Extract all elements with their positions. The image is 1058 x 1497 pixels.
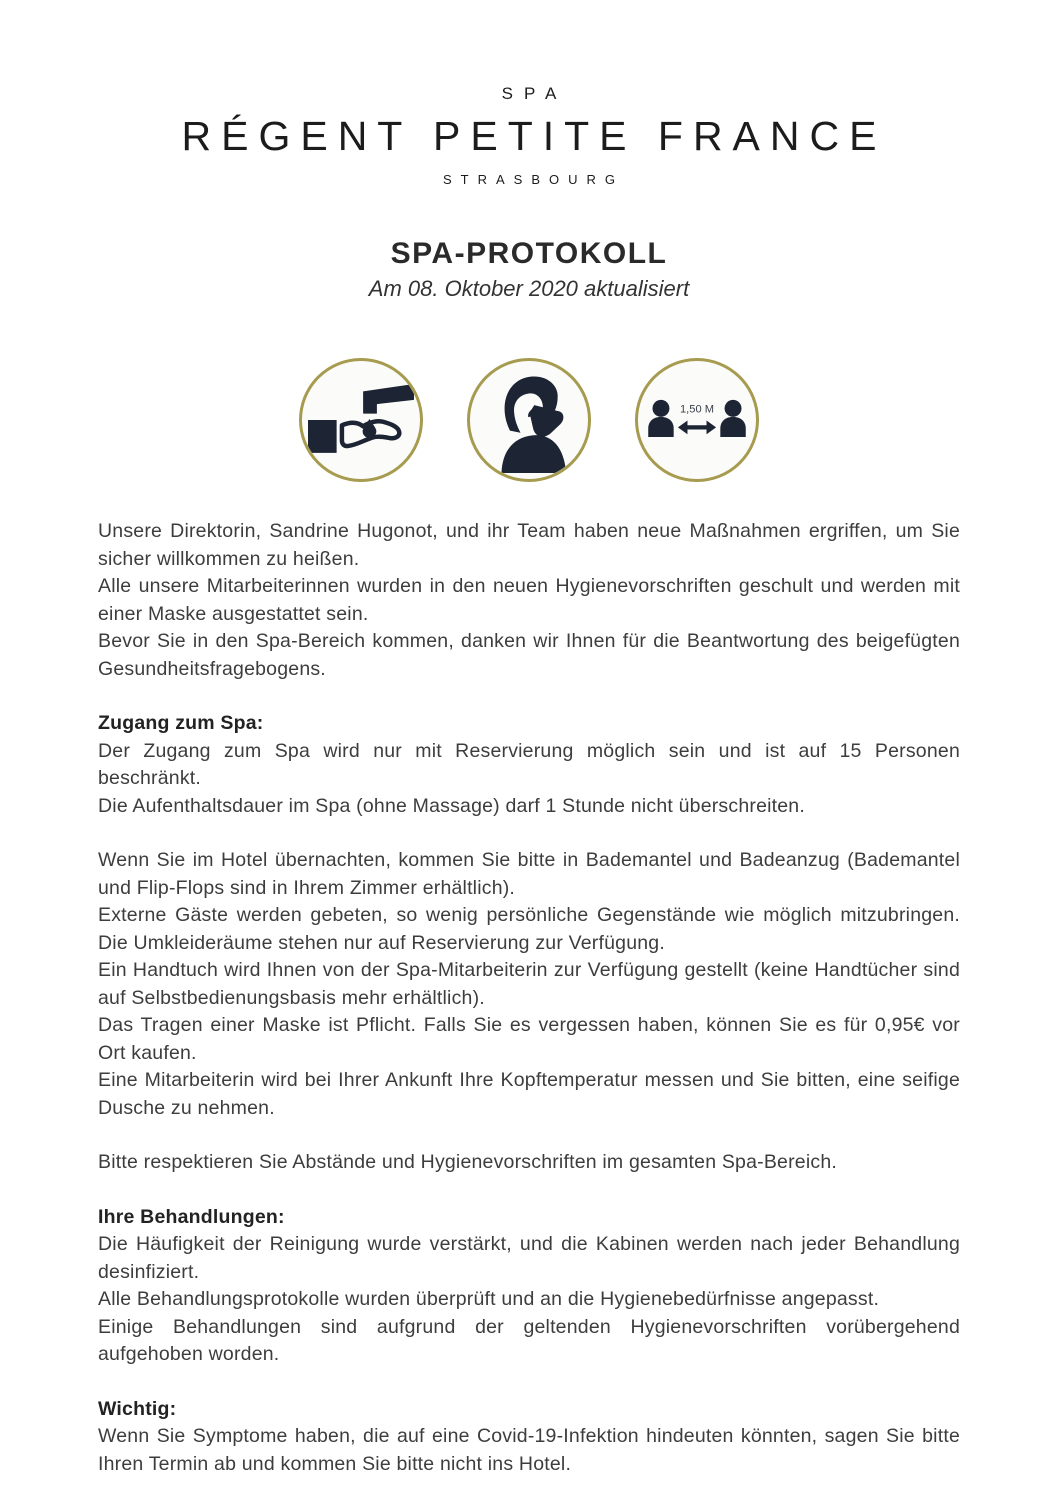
body-paragraph: Alle unsere Mitarbeiterinnen wurden in den neuen Hygienevorschriften geschult und werden mit einer Maske ausgestattet sein.	[98, 575, 960, 625]
hygiene-icons-row	[0, 358, 1058, 482]
body-paragraph: Die Aufenthaltsdauer im Spa (ohne Massage) darf 1 Stunde nicht überschreiten.	[98, 794, 805, 817]
hotel-logo	[0, 84, 1058, 187]
body-paragraph: Einige Behandlungen sind aufgrund der geltenden Hygienevorschriften vorübergehend aufgehoben worden.	[98, 1315, 960, 1365]
distance-label: 1,50 M	[680, 403, 714, 416]
body-paragraph: Wenn Sie Symptome haben, die auf eine Covid-19-Infektion hindeuten könnten, sagen Sie bitte Ihren Termin ab und kommen Sie bitte nicht ins Hotel.	[98, 1425, 960, 1475]
handwash-icon	[299, 358, 423, 482]
logo-spa-label: SPA	[501, 84, 568, 103]
body-paragraph: Bitte respektieren Sie Abstände und Hygienevorschriften im gesamten Spa-Bereich.	[98, 1151, 837, 1173]
section-heading: Ihre Behandlungen:	[98, 1205, 285, 1228]
body-paragraph: Unsere Direktorin, Sandrine Hugonot, und ihr Team haben neue Maßnahmen ergriffen, um Sie sicher willkommen zu heißen.	[98, 520, 960, 570]
body-paragraph: Ein Handtuch wird Ihnen von der Spa-Mitarbeiterin zur Verfügung gestellt (keine Handtücher sind auf Selbstbedienungsbasis mehr erhältlich).	[98, 959, 960, 1009]
paragraph-spacer	[98, 1122, 960, 1149]
paragraph-spacer	[98, 1369, 960, 1396]
paragraph-spacer	[98, 1177, 960, 1204]
body-paragraph: Die Häufigkeit der Reinigung wurde verstärkt, und die Kabinen werden nach jeder Behandlung desinfiziert.	[98, 1233, 960, 1283]
face-mask-icon	[467, 358, 591, 482]
paragraph-spacer	[98, 683, 960, 710]
document-title: SPA-PROTOKOLL	[390, 237, 668, 270]
logo-hotel-name: RÉGENT PETITE FRANCE	[181, 113, 887, 159]
body-paragraph: Das Tragen einer Maske ist Pflicht. Falls Sie es vergessen haben, können Sie es für 0,95€ vor Ort kaufen.	[98, 1014, 960, 1064]
section-heading: Zugang zum Spa:	[98, 712, 264, 734]
body-paragraph: Der Zugang zum Spa wird nur mit Reservierung möglich sein und ist auf 15 Personen beschränkt.	[98, 739, 960, 789]
body-paragraph: Eine Mitarbeiterin wird bei Ihrer Ankunft Ihre Kopftemperatur messen und Sie bitten, eine seifige Dusche zu nehmen.	[98, 1069, 960, 1119]
social-distance-icon	[635, 358, 759, 482]
body-paragraph: Wenn Sie im Hotel übernachten, kommen Sie bitte in Bademantel und Badeanzug (Bademantel und Flip-Flops sind in Ihrem Zimmer erhältlich).	[98, 849, 960, 899]
paragraph-spacer	[98, 820, 960, 847]
title-block	[0, 237, 1058, 302]
body-paragraph: Alle Behandlungsprotokolle wurden überprüft und an die Hygienebedürfnisse angepasst.	[98, 1288, 880, 1310]
document-subtitle: Am 08. Oktober 2020 aktualisiert	[368, 276, 690, 301]
body-paragraph: Bevor Sie in den Spa-Bereich kommen, danken wir Ihnen für die Beantwortung des beigefügten Gesundheitsfragebogens.	[98, 630, 960, 680]
document-body	[0, 518, 1058, 1478]
section-heading: Wichtig:	[98, 1397, 177, 1420]
body-paragraph: Externe Gäste werden gebeten, so wenig persönliche Gegenstände wie möglich mitzubringen. Die Umkleideräume stehen nur auf Reservierung zur Verfügung.	[98, 904, 960, 954]
logo-city-label: STRASBOURG	[442, 172, 624, 187]
